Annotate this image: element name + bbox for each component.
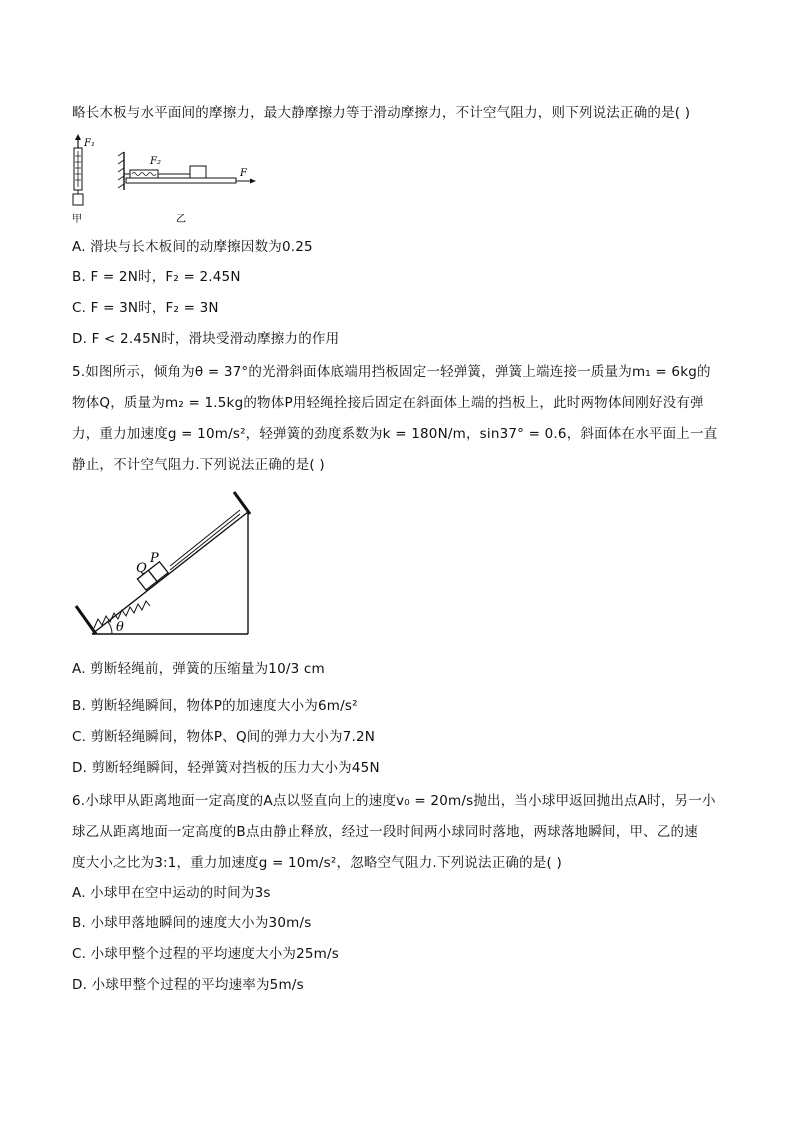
- q5-incline-figure: [70, 484, 260, 644]
- q4-option-c: C. F = 3N时，F₂ = 3N: [72, 300, 219, 316]
- q5-label-theta: θ: [116, 620, 124, 635]
- q5-stem-line-2: 物体Q，质量为m₂ = 1.5kg的物体P用轻绳拴接后固定在斜面体上端的挡板上，此时两物体间刚好没有弹: [72, 395, 704, 411]
- q4-caption-jia: 甲: [72, 214, 82, 225]
- q5-label-q: Q: [136, 561, 147, 576]
- q5-stem-line-1: 5.如图所示，倾角为θ = 37°的光滑斜面体底端用挡板固定一轻弹簧，弹簧上端连接一质量为m₁ = 6kg的: [72, 364, 711, 380]
- q4-stem-tail: 略长木板与水平面间的摩擦力，最大静摩擦力等于滑动摩擦力，不计空气阻力，则下列说法正确的是( ): [72, 105, 691, 121]
- q6-stem-line-1: 6.小球甲从距离地面一定高度的A点以竖直向上的速度v₀ = 20m/s抛出，当小球甲返回抛出点A时，另一小: [72, 793, 716, 809]
- q6-stem-line-3: 度大小之比为3:1，重力加速度g = 10m/s²，忽略空气阻力.下列说法正确的是( ): [72, 855, 562, 871]
- q4-caption-yi: 乙: [176, 214, 186, 225]
- q4-option-b: B. F = 2N时，F₂ = 2.45N: [72, 269, 241, 285]
- q5-stem-line-4: 静止，不计空气阻力.下列说法正确的是( ): [72, 457, 325, 473]
- q5-stem-line-3: 力，重力加速度g = 10m/s²，轻弹簧的劲度系数为k = 180N/m，sin37° = 0.6，斜面体在水平面上一直: [72, 426, 718, 442]
- q4-label-f: F: [240, 168, 247, 179]
- q6-option-d: D. 小球甲整个过程的平均速率为5m/s: [72, 977, 304, 993]
- q4-figure-yi: [118, 152, 256, 225]
- q4-label-f2: F₂: [150, 156, 161, 167]
- q4-figure: [66, 134, 266, 226]
- q4-option-a: A. 滑块与长木板间的动摩擦因数为0.25: [72, 239, 313, 255]
- q5-option-b: B. 剪断轻绳瞬间，物体P的加速度大小为6m/s²: [72, 698, 358, 714]
- q6-option-a: A. 小球甲在空中运动的时间为3s: [72, 885, 271, 901]
- q4-option-d: D. F < 2.45N时，滑块受滑动摩擦力的作用: [72, 331, 340, 347]
- q6-stem-line-2: 球乙从距离地面一定高度的B点由静止释放，经过一段时间两小球同时落地，两球落地瞬间，甲、乙的速: [72, 824, 698, 840]
- q6-option-c: C. 小球甲整个过程的平均速度大小为25m/s: [72, 946, 340, 962]
- q6-option-b: B. 小球甲落地瞬间的速度大小为30m/s: [72, 915, 312, 931]
- q4-label-f1: F₁: [84, 138, 95, 149]
- q5-option-d: D. 剪断轻绳瞬间，轻弹簧对挡板的压力大小为45N: [72, 760, 380, 776]
- q5-option-c: C. 剪断轻绳瞬间，物体P、Q间的弹力大小为7.2N: [72, 729, 376, 745]
- q5-option-a: A. 剪断轻绳前，弹簧的压缩量为10/3 cm: [72, 661, 325, 677]
- q5-rope: [170, 510, 240, 566]
- q4-figure-jia: [72, 134, 95, 225]
- q5-label-p: P: [150, 551, 159, 566]
